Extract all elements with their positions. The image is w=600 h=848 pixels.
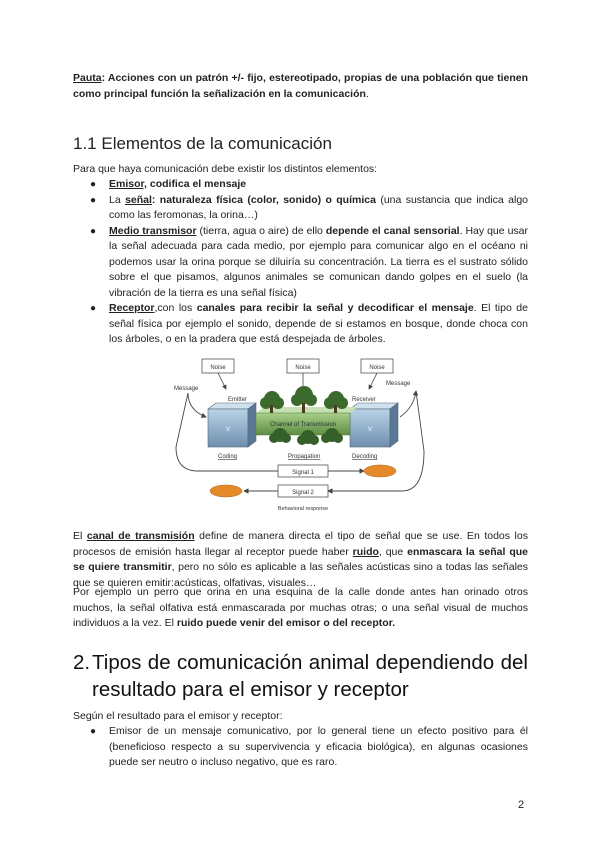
bullet-icon: ● xyxy=(90,179,97,190)
item-term: Emisor, xyxy=(109,178,147,190)
decoding-label: Decoding xyxy=(352,454,378,460)
canal-term: canal de transmisión xyxy=(86,530,195,542)
item-rest-text: ,con los xyxy=(154,302,197,314)
item-rest-text: . El tipo de señal física por ejemplo el sonido, depende de si estamos en bosque, donde choca con los árboles, o en la pradera que está despejada de árboles. xyxy=(109,302,528,345)
section-2-intro: Según el resultado para el emisor y receptor: xyxy=(73,710,283,722)
behavioral-response-label: Behavioral response xyxy=(277,506,329,512)
section-heading-2 xyxy=(73,649,528,703)
section-heading-1-1: 1.1 Elementos de la comunicación xyxy=(73,134,332,153)
coding-label: Coding xyxy=(218,454,238,460)
page-number: 2 xyxy=(518,799,525,811)
list-item xyxy=(73,724,528,771)
noise-label: Noise xyxy=(295,365,311,371)
canal-paragraph xyxy=(73,529,528,591)
bullet-icon: ● xyxy=(90,726,97,737)
example-text: Por ejemplo un perro que orina en una esquina de la calle donde antes han orinado otros muchos, la señal olfativa está enmascarada por muchas otras; o una señal visual de muchos individuos a la vez. El xyxy=(73,586,528,629)
elements-list xyxy=(73,177,528,348)
item-term: Receptor xyxy=(109,302,155,314)
list-item xyxy=(73,193,528,224)
item-bold-text: depende el canal sensorial xyxy=(325,224,460,237)
section-2-list xyxy=(73,724,528,771)
noise-label: Noise xyxy=(210,365,226,371)
bullet-icon: ● xyxy=(90,194,97,206)
item-term: señal xyxy=(125,193,152,206)
canal-bold-text: enmascara la señal que se quiere transmitir xyxy=(73,545,528,573)
section-title: Tipos de comunicación animal dependiendo del resultado para el emisor y receptor xyxy=(92,651,528,701)
item-term: Medio transmisor xyxy=(109,224,197,237)
v-label: V xyxy=(226,427,231,433)
emitter-label: Emitter xyxy=(228,397,248,403)
message-label: Message xyxy=(174,386,199,392)
example-paragraph xyxy=(73,585,528,632)
example-bold-text: ruido puede venir del emisor o del receptor. xyxy=(176,617,396,629)
canal-prefix: El xyxy=(73,530,87,542)
pauta-paragraph xyxy=(73,71,528,102)
list-item xyxy=(73,177,528,193)
response-ellipse xyxy=(210,485,242,497)
section-number: 2. xyxy=(73,651,91,674)
signal-1-label: Signal 1 xyxy=(292,470,314,476)
response-ellipse xyxy=(364,465,396,477)
signal-2-label: Signal 2 xyxy=(292,490,314,496)
message-label: Message xyxy=(386,381,411,387)
ruido-term: ruido xyxy=(352,545,379,558)
item-bold-text: codifica el mensaje xyxy=(146,178,247,190)
item-bold-text: : naturaleza física (color, sonido) o química xyxy=(151,193,376,206)
item-prefix: La xyxy=(109,193,126,206)
item-rest-text: . Hay que usar la señal adecuada para cada medio, por ejemplo para comunicar algo en el océano ni podemos usar la orina porque se diluiría su concentración. La tierra es el sustrato sólido sobre el que pisamos, algunos animales se comunican dando golpes en el suelo (la vibración de la tierra es una señal física) xyxy=(109,224,528,299)
item-bold-text: canales para recibir la señal y decodificar el mensaje xyxy=(196,302,474,314)
pauta-end: . xyxy=(365,87,369,100)
item-rest-text: (tierra, agua o aire) de ello xyxy=(196,224,326,237)
propagation-label: Propagation xyxy=(288,454,321,460)
canal-text: , que xyxy=(378,545,408,558)
canal-text: define de manera directa el tipo de señal que se use. En todos los procesos de emisión hasta llegar al receptor puede haber xyxy=(73,530,528,558)
list-item xyxy=(73,224,528,302)
section-1-1-intro: Para que haya comunicación debe existir los distintos elementos: xyxy=(73,163,378,175)
receiver-label: Receiver xyxy=(352,397,376,403)
pauta-term: Pauta xyxy=(73,72,102,84)
channel-label: Channel of Transmission xyxy=(269,422,337,428)
communication-diagram xyxy=(168,355,431,516)
item-text: Emisor de un mensaje comunicativo, por lo general tiene un efecto positivo para él (beneficioso respecto a su supervivencia y eficacia biológica), en algunas ocasiones puede ser neutro o incluso negativo, que es raro. xyxy=(109,725,528,768)
item-rest-text: (una sustancia que indica algo como las feromonas, la orina…) xyxy=(109,193,528,221)
list-item xyxy=(73,301,528,348)
bullet-icon: ● xyxy=(90,225,97,237)
v-label: V xyxy=(368,427,373,433)
noise-label: Noise xyxy=(369,365,385,371)
pauta-text: : Acciones con un patrón +/- fijo, estereotipado, propias de una población que tienen como principal función la señalización en la comunicación xyxy=(73,72,528,100)
canal-text: , pero no sólo es aplicable a las señales acústicas sino a todas las señales que se quieren emitir:acústicas, olfativas, visuales… xyxy=(73,561,529,589)
bullet-icon: ● xyxy=(90,303,97,314)
